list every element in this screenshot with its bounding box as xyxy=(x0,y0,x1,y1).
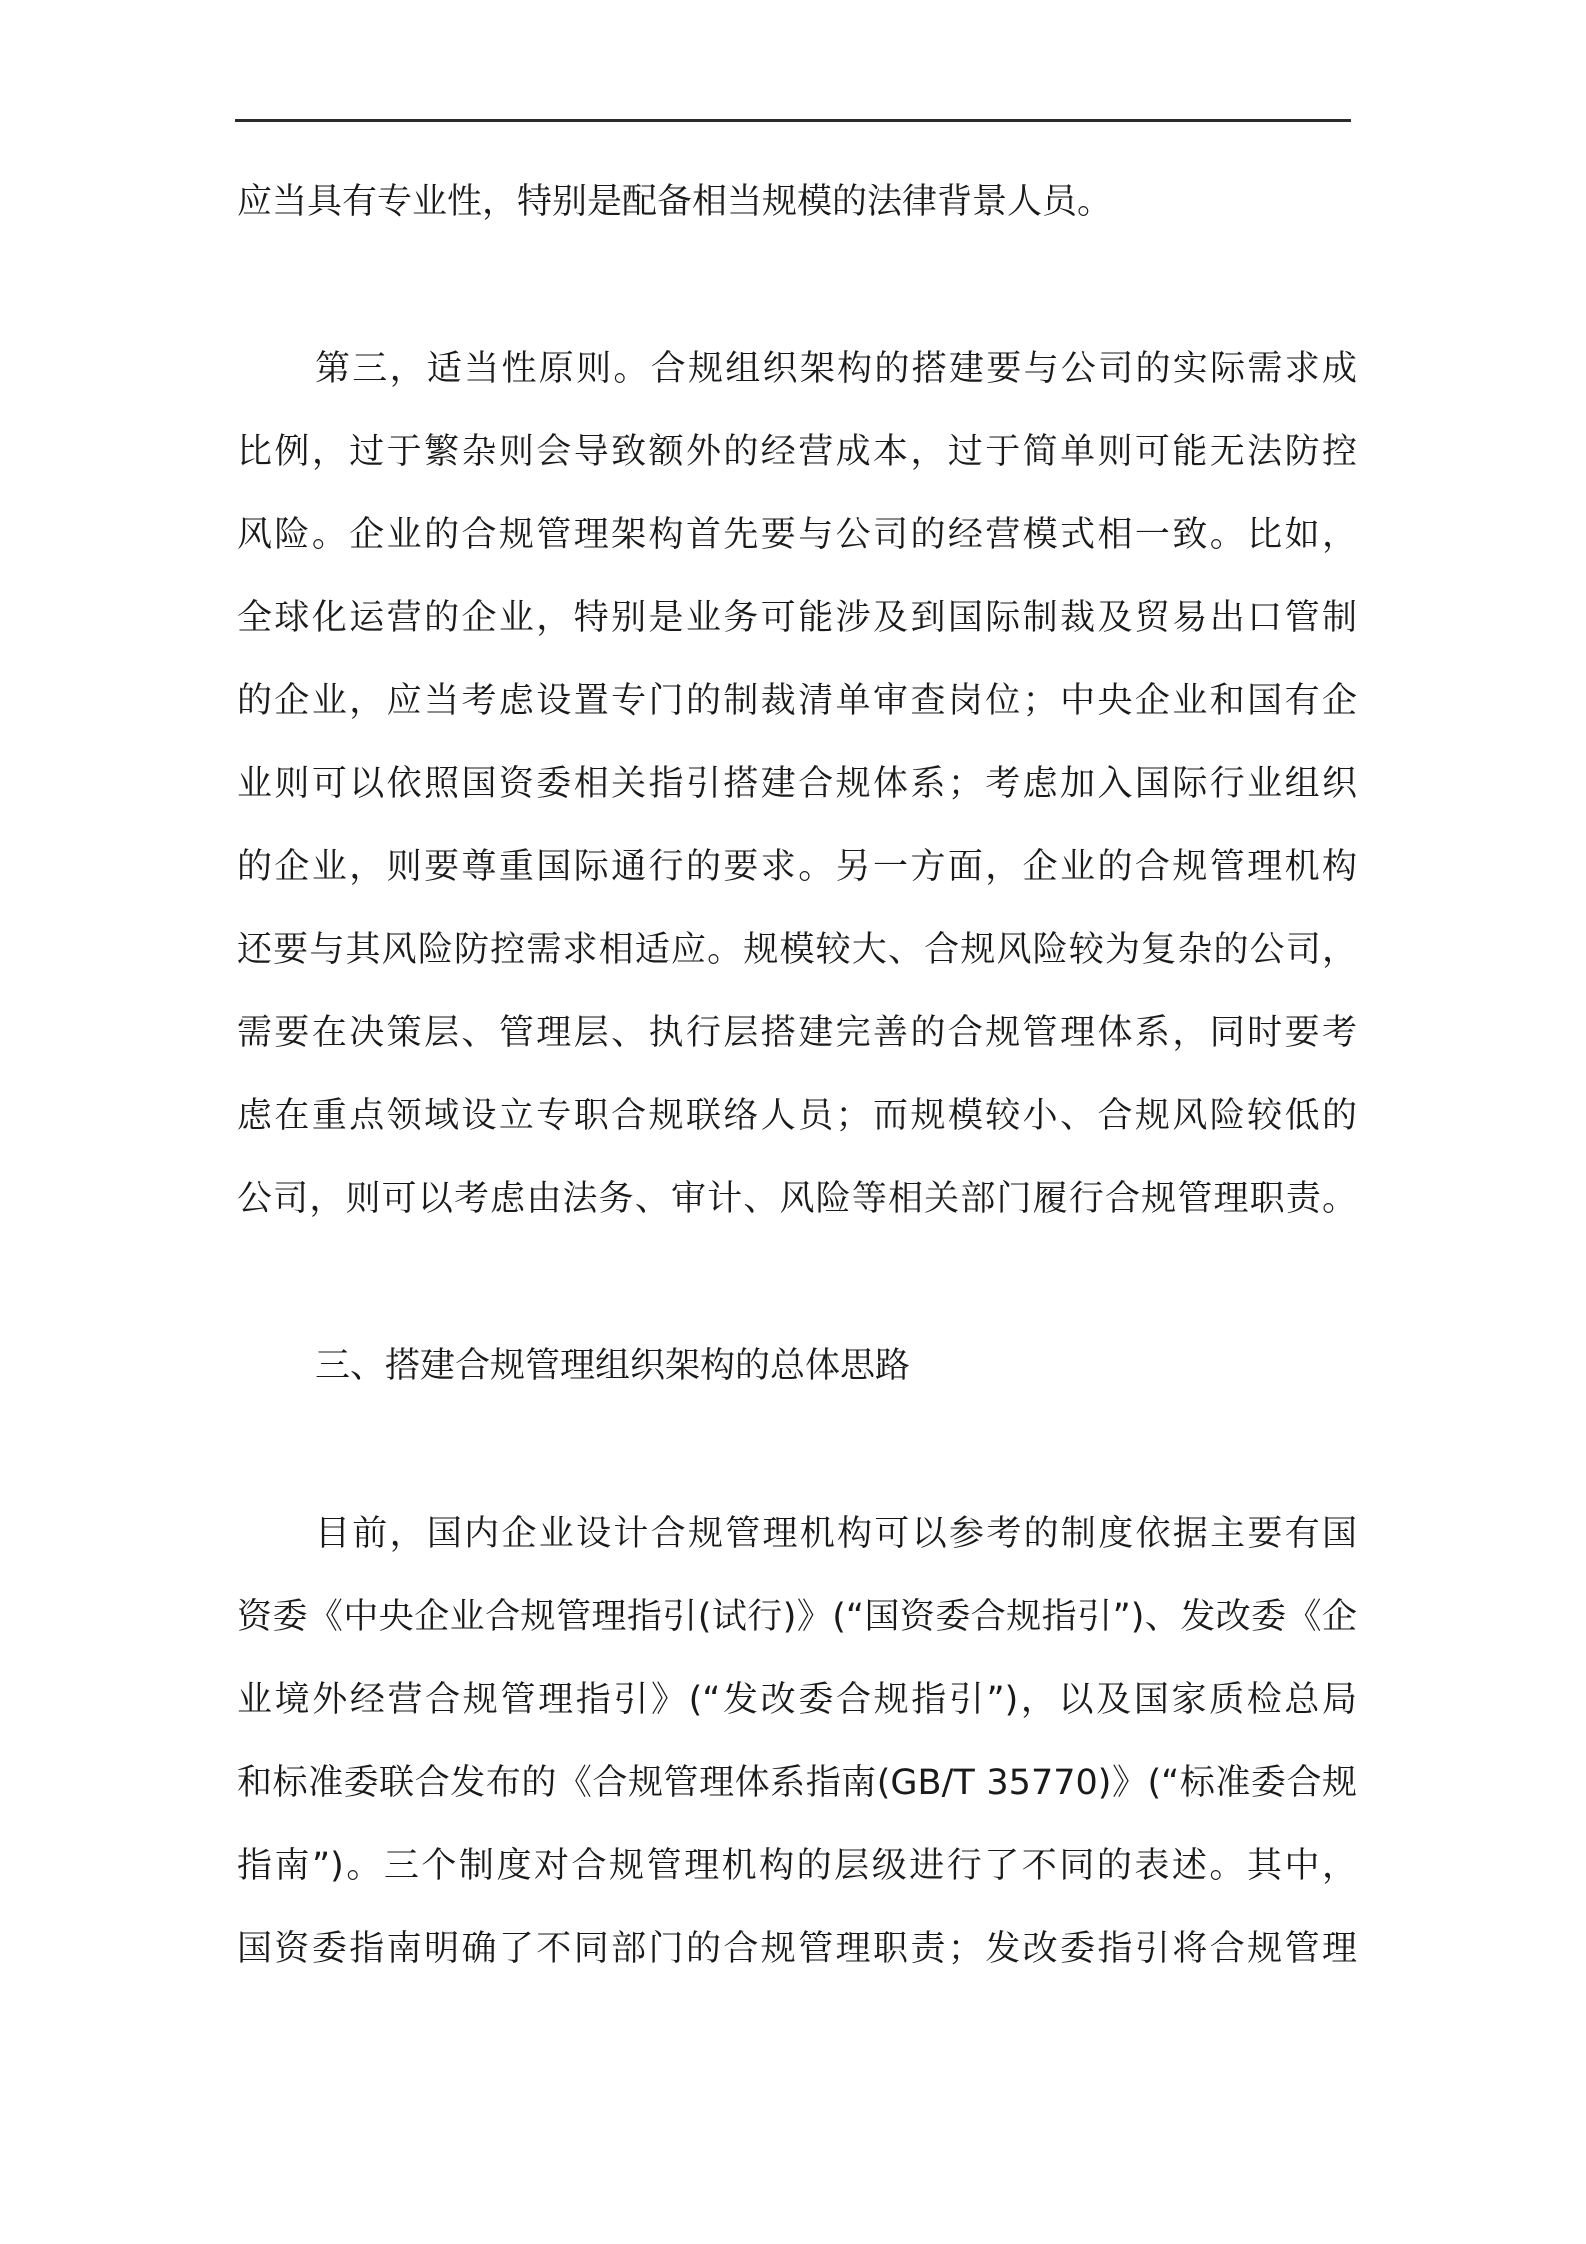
paragraph-line: 需要在决策层、管理层、执行层搭建完善的合规管理体系，同时要考 xyxy=(237,1013,1357,1053)
paragraph-line: 第三，适当性原则。合规组织架构的搭建要与公司的实际需求成 xyxy=(315,349,1357,389)
paragraph-line: 指南”)。三个制度对合规管理机构的层级进行了不同的表述。其中， xyxy=(237,1846,1357,1886)
paragraph-line: 虑在重点领域设立专职合规联络人员；而规模较小、合规风险较低的 xyxy=(237,1096,1357,1136)
paragraph-line: 应当具有专业性，特别是配备相当规模的法律背景人员。 xyxy=(237,182,1113,222)
paragraph-line: 业境外经营合规管理指引》(“发改委合规指引”)，以及国家质检总局 xyxy=(237,1680,1357,1720)
paragraph-line: 还要与其风险防控需求相适应。规模较大、合规风险较为复杂的公司， xyxy=(237,930,1357,970)
paragraph-line: 的企业，则要尊重国际通行的要求。另一方面，企业的合规管理机构 xyxy=(237,847,1357,887)
paragraph-line: 国资委指南明确了不同部门的合规管理职责；发改委指引将合规管理 xyxy=(237,1929,1357,1969)
paragraph-line: 全球化运营的企业，特别是业务可能涉及到国际制裁及贸易出口管制 xyxy=(237,598,1357,638)
paragraph-line: 资委《中央企业合规管理指引(试行)》(“国资委合规指引”)、发改委《企 xyxy=(237,1597,1357,1637)
paragraph-line: 风险。企业的合规管理架构首先要与公司的经营模式相一致。比如， xyxy=(237,515,1357,555)
paragraph-line: 公司，则可以考虑由法务、审计、风险等相关部门履行合规管理职责。 xyxy=(237,1179,1357,1219)
paragraph-line: 的企业，应当考虑设置专门的制裁清单审查岗位；中央企业和国有企 xyxy=(237,681,1357,721)
header-rule xyxy=(235,119,1351,122)
paragraph-line: 和标准委联合发布的《合规管理体系指南(GB/T 35770)》(“标准委合规 xyxy=(237,1763,1357,1803)
section-heading: 三、搭建合规管理组织架构的总体思路 xyxy=(315,1346,911,1386)
paragraph-line: 目前，国内企业设计合规管理机构可以参考的制度依据主要有国 xyxy=(315,1514,1357,1554)
paragraph-line: 比例，过于繁杂则会导致额外的经营成本，过于简单则可能无法防控 xyxy=(237,432,1357,472)
paragraph-line: 业则可以依照国资委相关指引搭建合规体系；考虑加入国际行业组织 xyxy=(237,764,1357,804)
